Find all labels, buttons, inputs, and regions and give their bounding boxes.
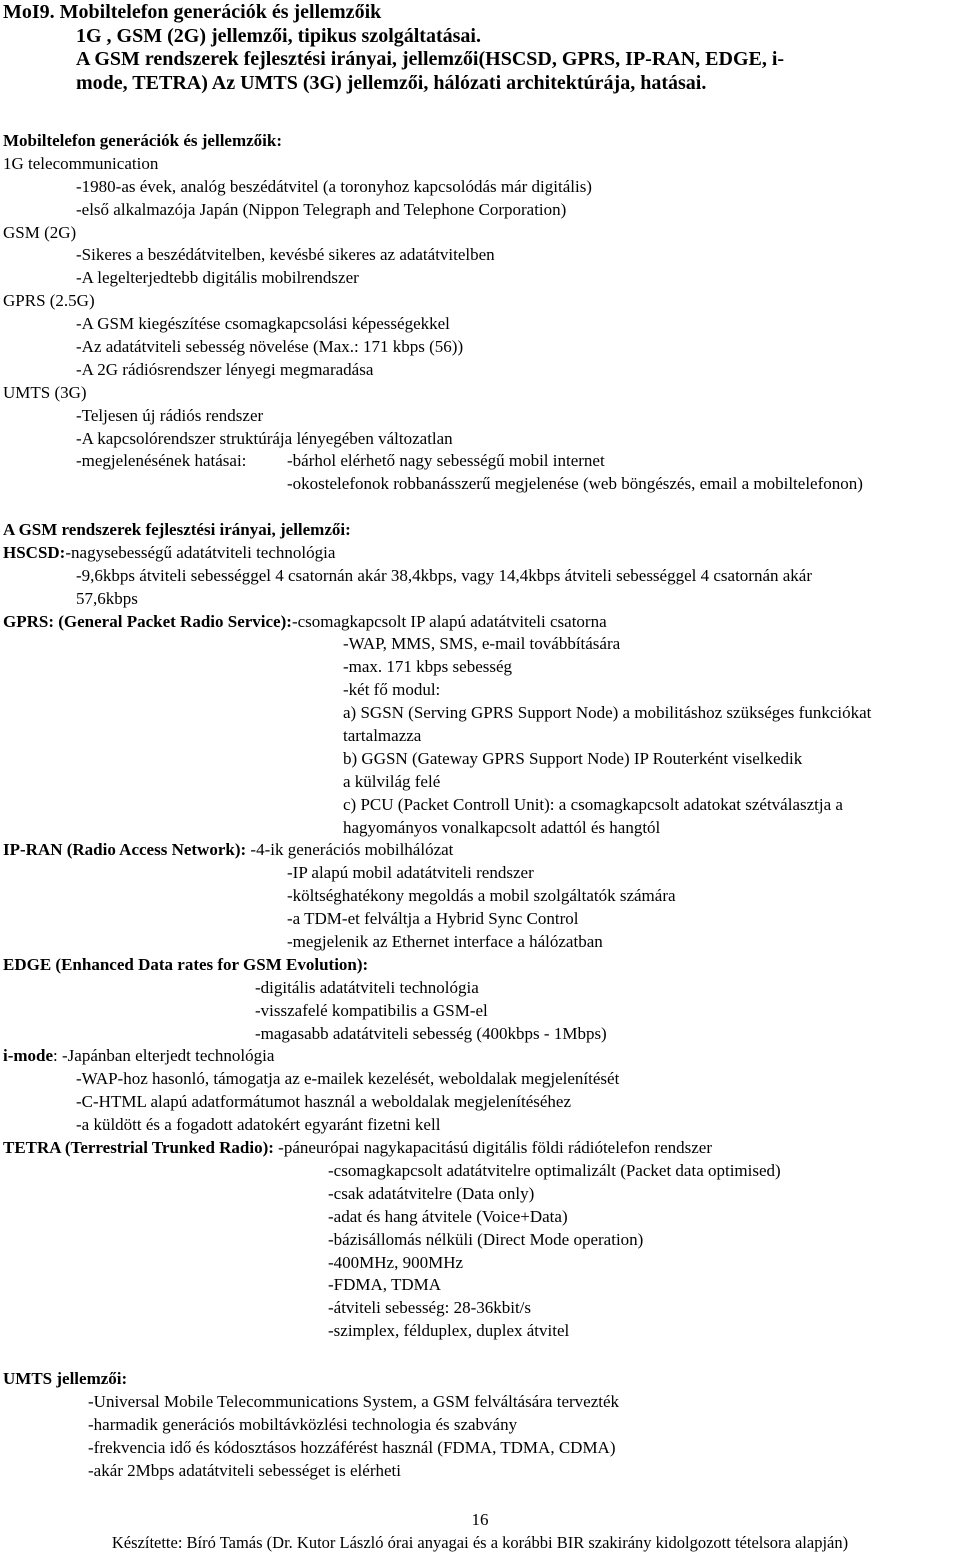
text-line: -A 2G rádiósrendszer lényegi megmaradása [76,359,374,379]
text-line [3,1137,871,1160]
text-line: -okostelefonok robbanásszerű megjelenése (web böngészés, email a mobiltelefonon) [287,474,863,494]
text-line: c) PCU (Packet Controll Unit): a csomagkapcsolt adatokat szétválasztja a [343,794,843,814]
text-line: tartalmazza [343,726,422,746]
term-label: GPRS: (General Packet Radio Service): [3,611,292,631]
section-umts [3,1368,619,1482]
text-line: -A legelterjedtebb digitális mobilrendszer [76,268,359,288]
text-line: -visszafelé kompatibilis a GSM-el [255,1000,488,1020]
term-label: TETRA (Terrestrial Trunked Radio): [3,1138,274,1158]
section-heading: Mobiltelefon generációk és jellemzőik: [3,131,283,150]
text-line: -költséghatékony megoldás a mobil szolgáltatók számára [287,886,676,906]
text-line: -A GSM kiegészítése csomagkapcsolási képességekkel [76,314,450,334]
footer-credit: Készítette: Bíró Tamás (Dr. Kutor László órai anyagai és a korábbi BIR szakirány kidolgozott tételsora alapján) [111,1533,849,1552]
page-number: 16 [471,1510,489,1529]
text-line: -első alkalmazója Japán (Nippon Telegraph and Telephone Corporation) [76,199,567,219]
text-line: -két fő modul: [343,680,441,700]
text-line: -400MHz, 900MHz [328,1252,464,1272]
text-fragment: -bárhol elérhető nagy sebességű mobil internet [287,451,605,471]
text-line: -magasabb adatátviteli sebesség (400kbps - 1Mbps) [255,1023,607,1043]
text-line: -megjelenik az Ethernet interface a hálózatban [287,932,603,952]
text-line: -1980-as évek, analóg beszédátvitel (a toronyhoz kapcsolódás már digitális) [76,176,592,196]
text-fragment: : -Japánban elterjedt technológia [53,1046,275,1066]
title-line-4: mode, TETRA) Az UMTS (3G) jellemzői, hálózati architektúrája, hatásai. [76,72,707,95]
term-label: HSCSD: [3,542,66,562]
text-line: -csak adatátvitelre (Data only) [328,1183,535,1203]
text-line: -IP alapú mobil adatátviteli rendszer [287,863,534,883]
text-line [3,1045,871,1068]
text-line [3,542,871,565]
text-line: -frekvencia idő és kódosztásos hozzáférést használ (FDMA, TDMA, CDMA) [88,1437,616,1457]
text-line [3,611,871,634]
text-line: -a TDM-et felváltja a Hybrid Sync Control [287,909,579,929]
section-generations [3,130,863,496]
text-line: -digitális adatátviteli technológia [255,977,479,997]
text-line: -akár 2Mbps adatátviteli sebességet is elérheti [88,1460,401,1480]
text-line: b) GGSN (Gateway GPRS Support Node) IP Routerként viselkedik [343,748,803,768]
text-line: GPRS (2.5G) [3,291,95,311]
text-line: -A kapcsolórendszer struktúrája lényegében változatlan [76,428,453,448]
document-title [3,1,784,96]
text-line: -9,6kbps átviteli sebességgel 4 csatornán akár 38,4kbps, vagy 14,4kbps átviteli sebességgel 4 csatornán akár [76,565,812,585]
term-label: i-mode [3,1046,54,1066]
text-fragment: -csomagkapcsolt IP alapú adatátviteli csatorna [291,611,607,631]
text-line: GSM (2G) [3,222,77,242]
section-heading: A GSM rendszerek fejlesztési irányai, jellemzői: [3,520,351,539]
text-line: 1G telecommunication [3,153,159,173]
text-line: -szimplex, félduplex, duplex átvitel [328,1321,570,1341]
section-heading: UMTS jellemzői: [3,1369,128,1388]
text-line: -csomagkapcsolt adatátvitelre optimalizált (Packet data optimised) [328,1160,781,1180]
term-label: IP-RAN (Radio Access Network): [3,840,247,860]
text-line: -Az adatátviteli sebesség növelése (Max.: 171 kbps (56)) [76,337,464,357]
text-fragment: -páneurópai nagykapacitású digitális földi rádiótelefon rendszer [273,1138,712,1158]
text-line: a külvilág felé [343,771,441,791]
term-label: EDGE (Enhanced Data rates for GSM Evolution): [3,954,369,974]
text-line: a) SGSN (Serving GPRS Support Node) a mobilitáshoz szükséges funkciókat [343,703,872,723]
text-line: -átviteli sebesség: 28-36kbit/s [328,1298,532,1318]
text-line: -max. 171 kbps sebesség [343,657,513,677]
title-line-2: 1G , GSM (2G) jellemzői, tipikus szolgáltatásai. [76,24,481,47]
text-line: -bázisállomás nélküli (Direct Mode operation) [328,1229,644,1249]
text-fragment: -nagysebességű adatátviteli technológia [65,542,336,562]
text-line: UMTS (3G) [3,382,87,402]
text-line: 57,6kbps [76,588,138,608]
title-line-1: MoI9. Mobiltelefon generációk és jellemzőik [3,1,382,23]
text-line: -harmadik generációs mobiltávközlési technologia és szabvány [88,1414,518,1434]
text-line: -adat és hang átvitele (Voice+Data) [328,1206,568,1226]
text-line: -a küldött és a fogadott adatokért egyaránt fizetni kell [76,1115,441,1135]
text-line: hagyományos vonalkapcsolt adattól és hangtól [343,817,661,837]
text-line: -FDMA, TDMA [328,1275,442,1295]
title-line-3: A GSM rendszerek fejlesztési irányai, jellemzői(HSCSD, GPRS, IP-RAN, EDGE, i- [76,48,785,71]
text-line: -Teljesen új rádiós rendszer [76,405,264,425]
text-line [3,450,863,473]
text-line: -WAP-hoz hasonló, támogatja az e-mailek kezelését, weboldalak megjelenítését [76,1069,620,1089]
text-line: -WAP, MMS, SMS, e-mail továbbítására [343,634,621,654]
text-line: -Sikeres a beszédátvitelben, kevésbé sikeres az adatátvitelben [76,245,495,265]
section-gsm-development [3,519,871,1343]
text-line [3,839,871,862]
text-line: -Universal Mobile Telecommunications System, a GSM felváltására tervezték [88,1391,620,1411]
text-line: -C-HTML alapú adatformátumot használ a weboldalak megjelenítéséhez [76,1092,572,1112]
text-fragment: -megjelenésének hatásai: [76,451,247,471]
text-fragment: -4-ik generációs mobilhálózat [246,840,454,860]
